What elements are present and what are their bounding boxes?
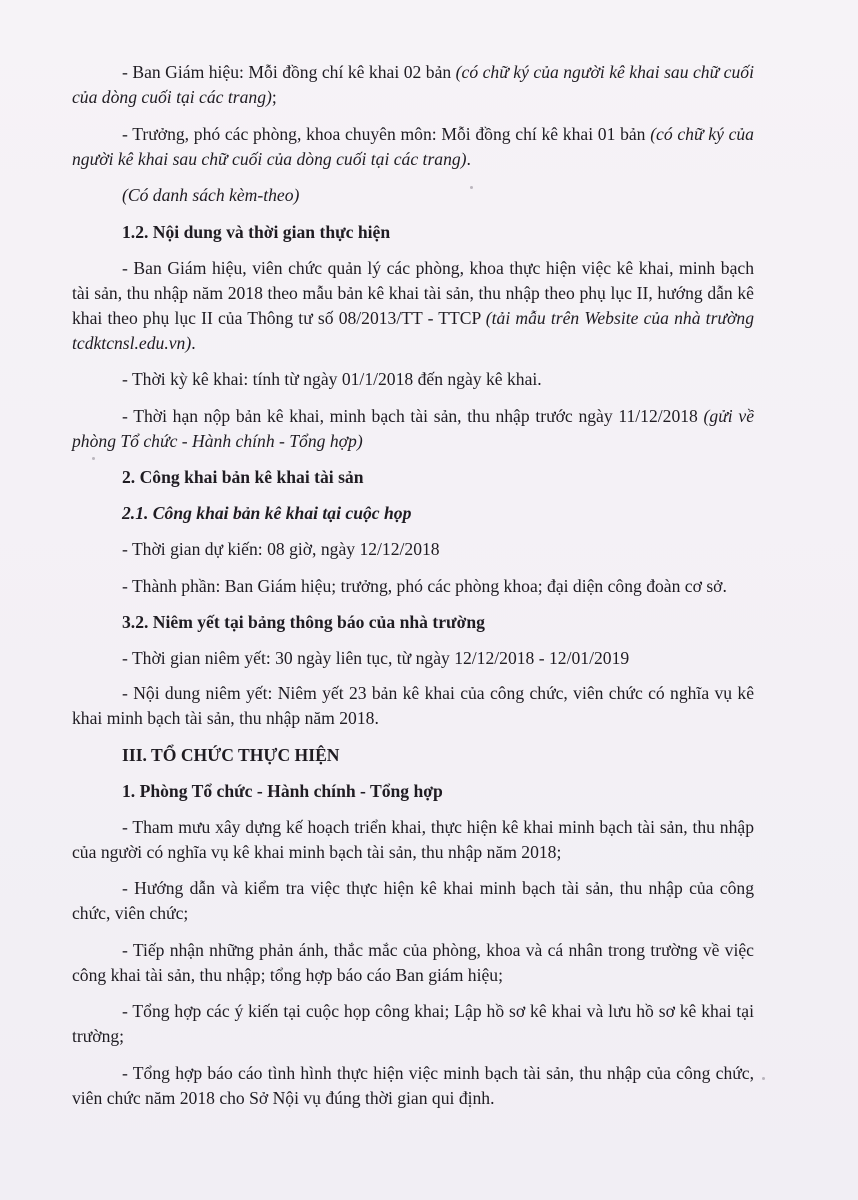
document-body [72, 60, 754, 1122]
paragraph-content-declaration [72, 256, 754, 356]
paragraph-period: - Thời kỳ kê khai: tính từ ngày 01/1/2018 đến ngày kê khai. [122, 369, 542, 389]
paragraph-deadline [72, 404, 754, 454]
paragraph-text: - Thời hạn nộp bản kê khai, minh bạch tài sản, thu nhập trước ngày 11/12/2018 [122, 405, 704, 426]
paragraph-note: (tải mẫu trên Website của nhà trường tcdktcnsl.edu.vn) [72, 307, 754, 353]
paragraph-tail: . [466, 148, 471, 169]
paragraph-posting-content: - Nội dung niêm yết: Niêm yết 23 bản kê khai của công chức, viên chức có nghĩa vụ kê khai minh bạch tài sản, thu nhập năm 2018. [72, 683, 754, 728]
paragraph-task-report: - Tổng hợp báo cáo tình hình thực hiện việc minh bạch tài sản, thu nhập của công chức, viên chức năm 2018 cho Sở Nội vụ đúng thời gian qui định. [72, 1062, 754, 1108]
paragraph-task-guide: - Hướng dẫn và kiểm tra việc thực hiện kê khai minh bạch tài sản, thu nhập của công chức, viên chức; [72, 878, 754, 923]
heading-2: 2. Công khai bản kê khai tài sản [122, 467, 364, 487]
paragraph-note: (có chữ ký của người kê khai sau chữ cuối của dòng cuối tại các trang) [72, 123, 754, 169]
paragraph-attached-list: (Có danh sách kèm-theo) [122, 185, 300, 205]
heading-III-1: 1. Phòng Tổ chức - Hành chính - Tổng hợp [122, 780, 443, 801]
heading-2-1: 2.1. Công khai bản kê khai tại cuộc họp [122, 503, 412, 523]
paragraph-participants: - Thành phần: Ban Giám hiệu; trưởng, phó các phòng khoa; đại diện công đoàn cơ sở. [122, 575, 727, 596]
paragraph-tail: ; [271, 87, 277, 107]
paragraph-ban-giam-hieu [72, 60, 754, 110]
paragraph-meeting-time: - Thời gian dự kiến: 08 giờ, ngày 12/12/2018 [122, 539, 440, 559]
paragraph-note: (có chữ ký của người kê khai sau chữ cuối của dòng cuối tại các trang) [72, 62, 754, 107]
paragraph-tail: . [191, 332, 196, 353]
paragraph-task-feedback: - Tiếp nhận những phản ánh, thắc mắc của phòng, khoa và cá nhân trong trường về việc công khai tài sản, thu nhập; tổng hợp báo cáo Ban giám hiệu; [72, 939, 754, 985]
paragraph-text: - Trưởng, phó các phòng, khoa chuyên môn: Mỗi đồng chí kê khai 01 bản [122, 123, 651, 144]
scan-speck [762, 1077, 765, 1080]
heading-1-2: 1.2. Nội dung và thời gian thực hiện [122, 221, 391, 242]
paragraph-text: - Ban Giám hiệu, viên chức quản lý các phòng, khoa thực hiện việc kê khai, minh bạch tài sản, thu nhập năm 2018 theo mẫu bản kê khai tài sản, thu nhập theo phụ lục II, hướng dẫn kê khai theo phụ lục II của Thông tư số 08/2013/TT - TTCP [72, 257, 754, 328]
heading-III: III. TỔ CHỨC THỰC HIỆN [122, 744, 340, 765]
paragraph-task-plan: - Tham mưu xây dựng kế hoạch triển khai, thực hiện kê khai minh bạch tài sản, thu nhập của người có nghĩa vụ kê khai minh bạch tài sản, thu nhập năm 2018; [72, 816, 754, 862]
paragraph-task-records: - Tổng hợp các ý kiến tại cuộc họp công khai; Lập hồ sơ kê khai và lưu hồ sơ kê khai tại trường; [72, 1001, 754, 1046]
paragraph-posting-time: - Thời gian niêm yết: 30 ngày liên tục, từ ngày 12/12/2018 - 12/01/2019 [122, 648, 630, 668]
paragraph-note: (gửi về phòng Tổ chức - Hành chính - Tổng hợp) [72, 405, 755, 451]
paragraph-text: - Ban Giám hiệu: Mỗi đồng chí kê khai 02 bản [122, 62, 456, 82]
heading-3-2: 3.2. Niêm yết tại bảng thông báo của nhà trường [122, 612, 485, 632]
paragraph-truong-pho [72, 122, 754, 172]
